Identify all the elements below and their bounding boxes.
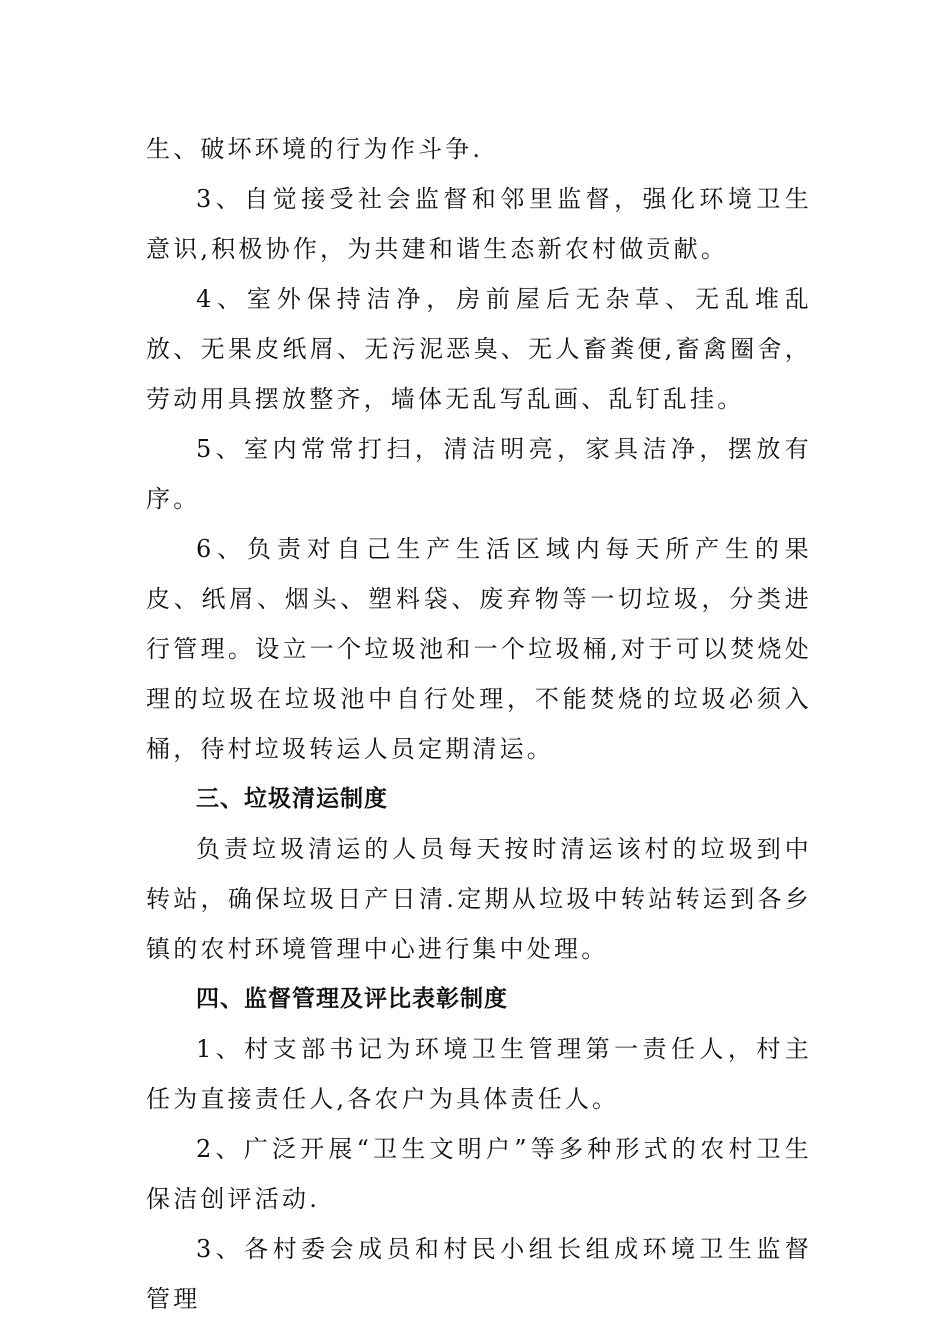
- paragraph-item-4: 4、室外保持洁净，房前屋后无杂草、无乱堆乱放、无果皮纸屑、无污泥恶臭、无人畜粪便,畜禽圈舍，劳动用具摆放整齐，墙体无乱写乱画、乱钉乱挂。: [146, 285, 812, 413]
- paragraph-supervision-3: 3、各村委会成员和村民小组长组成环境卫生监督管理: [146, 1235, 812, 1313]
- paragraph-continuation: 生、破坏环境的行为作斗争.: [146, 135, 484, 163]
- paragraph-item-6: 6、负责对自己生产生活区域内每天所产生的果皮、纸屑、烟头、塑料袋、废弃物等一切垃圾，分类进行管理。设立一个垃圾池和一个垃圾桶,对于可以焚烧处理的垃圾在垃圾池中自行处理，不能焚烧的垃圾必须入桶，待村垃圾转运人员定期清运。: [146, 535, 812, 763]
- document-body: [146, 124, 812, 1324]
- section-heading-garbage-removal: 三、垃圾清运制度: [196, 786, 388, 812]
- paragraph-garbage-removal: 负责垃圾清运的人员每天按时清运该村的垃圾到中转站，确保垃圾日产日清.定期从垃圾中转站转运到各乡镇的农村环境管理中心进行集中处理。: [146, 835, 812, 963]
- paragraph-item-5: 5、室内常常打扫，清洁明亮，家具洁净，摆放有序。: [146, 435, 812, 513]
- section-heading-supervision: 四、监督管理及评比表彰制度: [196, 986, 508, 1012]
- paragraph-supervision-1: 1、村支部书记为环境卫生管理第一责任人，村主任为直接责任人,各农户为具体责任人。: [146, 1035, 812, 1113]
- paragraph-item-3: 3、自觉接受社会监督和邻里监督，强化环境卫生意识,积极协作，为共建和谐生态新农村做贡献。: [146, 185, 812, 263]
- paragraph-supervision-2: 2、广泛开展“卫生文明户”等多种形式的农村卫生保洁创评活动.: [146, 1135, 812, 1213]
